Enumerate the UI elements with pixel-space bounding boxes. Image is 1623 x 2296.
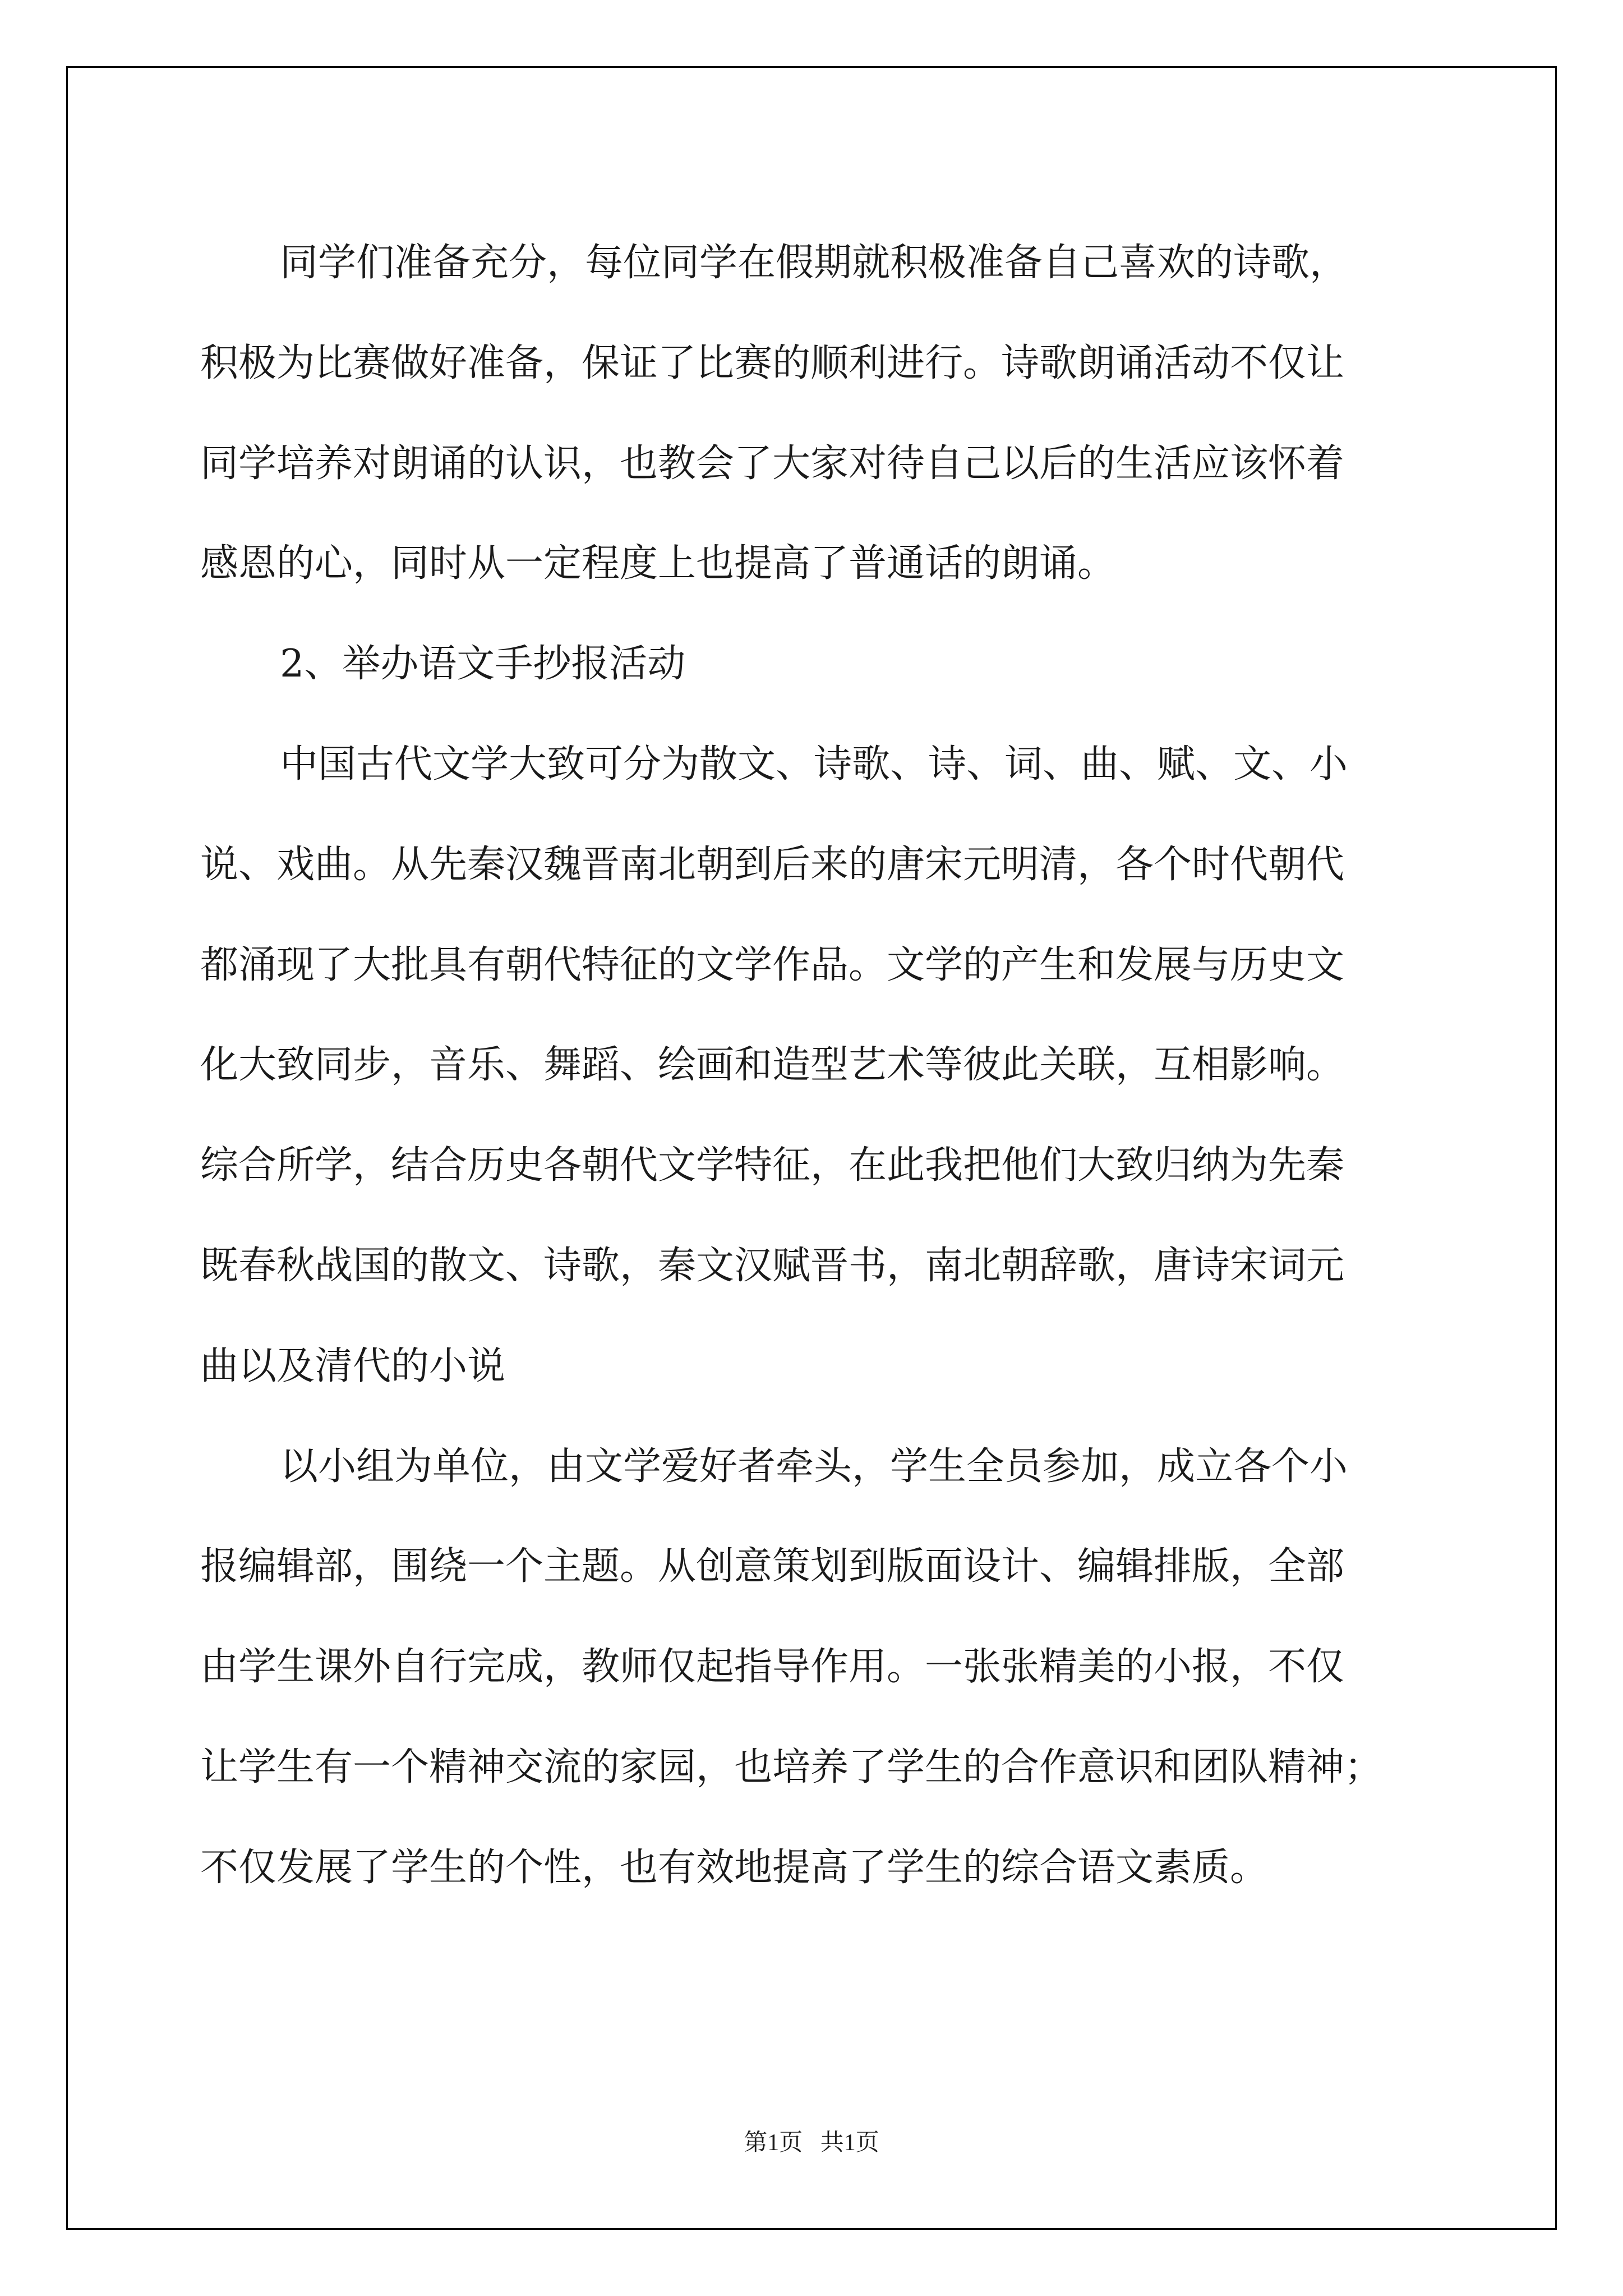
paragraph-line: 综合所学，结合历史各朝代文学特征，在此我把他们大致归纳为先秦 — [200, 1143, 1345, 1188]
paragraph-line: 曲以及清代的小说 — [200, 1343, 506, 1388]
paragraph-line: 同学们准备充分，每位同学在假期就积极准备自己喜欢的诗歌， — [280, 241, 1348, 285]
paragraph-line: 以小组为单位，由文学爱好者牵头，学生全员参加，成立各个小 — [280, 1444, 1348, 1489]
document-body — [200, 213, 1428, 1918]
paragraph-line: 化大致同步，音乐、舞蹈、绘画和造型艺术等彼此关联，互相影响。 — [200, 1043, 1345, 1088]
section-heading: 2、举办语文手抄报活动 — [280, 642, 686, 687]
paragraph-line: 报编辑部，围绕一个主题。从创意策划到版面设计、编辑排版，全部 — [200, 1544, 1345, 1589]
paragraph-line: 既春秋战国的散文、诗歌，秦文汉赋晋书，南北朝辞歌，唐诗宋词元 — [200, 1243, 1345, 1288]
paragraph-line: 说、戏曲。从先秦汉魏晋南北朝到后来的唐宋元明清，各个时代朝代 — [200, 842, 1345, 887]
page-number-footer: 第1页 共1页 — [744, 2130, 879, 2156]
paragraph-line: 中国古代文学大致可分为散文、诗歌、诗、词、曲、赋、文、小 — [280, 742, 1348, 786]
paragraph-line: 同学培养对朗诵的认识，也教会了大家对待自己以后的生活应该怀着 — [200, 441, 1345, 486]
paragraph-line: 由学生课外自行完成，教师仅起指导作用。一张张精美的小报，不仅 — [200, 1645, 1345, 1690]
paragraph-line: 让学生有一个精神交流的家园，也培养了学生的合作意识和团队精神； — [200, 1745, 1383, 1789]
paragraph-line: 不仅发展了学生的个性，也有效地提高了学生的综合语文素质。 — [200, 1845, 1269, 1890]
paragraph-line: 感恩的心，同时从一定程度上也提高了普通话的朗诵。 — [200, 541, 1116, 586]
paragraph-line: 都涌现了大批具有朝代特征的文学作品。文学的产生和发展与历史文 — [200, 942, 1345, 987]
paragraph-line: 积极为比赛做好准备，保证了比赛的顺利进行。诗歌朗诵活动不仅让 — [200, 341, 1345, 385]
